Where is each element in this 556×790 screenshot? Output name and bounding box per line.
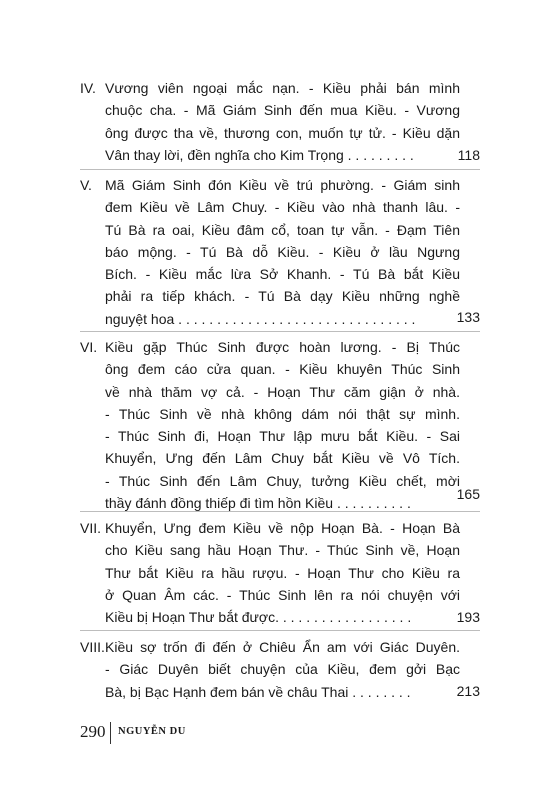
summary-line: - Giác Duyên biết chuyện của Kiều, đem gởi Bạc [105, 661, 460, 678]
summary-line: Khuyển, Ưng đến Lâm Chuy bắt Kiều về Vô Tích. [105, 450, 460, 467]
chapter-summary [105, 174, 460, 330]
page-number: 213 [456, 683, 480, 699]
page-number: 165 [456, 486, 480, 502]
page-number: 133 [456, 309, 480, 325]
footer-separator [110, 722, 111, 744]
divider [80, 511, 480, 512]
summary-line: ở Quan Âm các. - Thúc Sinh lên ra nói chuyện với [105, 586, 460, 603]
chapter-summary [105, 336, 460, 514]
page-number: 118 [457, 147, 480, 163]
summary-line: Tú Bà ra oai, Kiều đâm cổ, toan tự vẫn. - Đạm Tiên [105, 221, 460, 238]
chapter-number: VI. [80, 339, 98, 355]
summary-line: Bà, bị Bạc Hạnh đem bán về châu Thai . . . . . . . . [105, 683, 411, 700]
summary-line: đem Kiều về Lâm Chuy. - Kiều vào nhà thanh lâu. - [105, 199, 460, 216]
divider [80, 169, 480, 170]
divider [80, 630, 480, 631]
summary-line: - Thúc Sinh đến Lâm Chuy, tưởng Kiều chết, mời [105, 472, 460, 489]
chapter-number: IV. [80, 80, 96, 96]
summary-line: Vương viên ngoại mắc nạn. - Kiều phải bán mình [105, 80, 460, 96]
summary-line: Kiều sợ trốn đi đến ở Chiêu Ẩn am với Giác Duyên. [105, 639, 460, 655]
summary-line: nguyệt hoa . . . . . . . . . . . . . . . . . . . . . . . . . . . . . . . [105, 310, 416, 327]
summary-line: chuộc cha. - Mã Giám Sinh đến mua Kiều. - Vương [105, 102, 460, 119]
divider [80, 331, 480, 332]
chapter-number: VIII. [80, 639, 105, 655]
summary-line: - Thúc Sinh về nhà không dám nói thật sự mình. [105, 405, 460, 422]
summary-line: thầy đánh đồng thiếp đi tìm hồn Kiều . . . . . . . . . . [105, 495, 411, 512]
summary-line: về nhà thăm vợ cả. - Hoạn Thư căm giận ở nhà. [105, 383, 460, 400]
summary-line: Mã Giám Sinh đón Kiều về trú phường. - Giám sinh [105, 177, 460, 193]
summary-line: Khuyển, Ưng đem Kiều về nộp Hoạn Bà. - Hoạn Bà [105, 520, 460, 536]
page-number: 193 [456, 609, 480, 625]
summary-line: phải ra tiếp khách. - Tú Bà dạy Kiều những nghề [105, 288, 460, 305]
summary-line: Kiều gặp Thúc Sinh được hoàn lương. - Bị Thúc [105, 339, 460, 355]
chapter-number: VII. [80, 520, 102, 536]
footer-page-number: 290 [80, 722, 106, 741]
chapter-summary [105, 517, 460, 628]
summary-line: - Thúc Sinh đi, Hoạn Thư lập mưu bắt Kiều. - Sai [105, 428, 460, 445]
chapter-summary [105, 636, 460, 703]
summary-line: Kiều bị Hoạn Thư bắt được. . . . . . . . . . . . . . . . . . [105, 609, 412, 626]
summary-line: ông đem cáo cửa quan. - Kiều khuyên Thúc Sinh [105, 361, 460, 378]
summary-line: Bích. - Kiều mắc lừa Sở Khanh. - Tú Bà bắt Kiều [105, 266, 460, 283]
summary-line: Thư bắt Kiều ra hầu rượu. - Hoạn Thư cho Kiều ra [105, 564, 460, 581]
summary-line: Vân thay lời, đền nghĩa cho Kim Trọng . . . . . . . . . [105, 146, 414, 163]
summary-line: báo mộng. - Tú Bà dỗ Kiều. - Kiều ở lầu Ngưng [105, 243, 460, 260]
chapter-summary [105, 77, 460, 166]
summary-line: cho Kiều sang hầu Hoạn Thư. - Thúc Sinh về, Hoạn [105, 542, 460, 559]
summary-line: ông được tha về, thương con, muốn tự tử. - Kiều dặn [105, 124, 460, 141]
footer-author: NGUYỄN DU [118, 726, 186, 737]
chapter-number: V. [80, 177, 92, 193]
